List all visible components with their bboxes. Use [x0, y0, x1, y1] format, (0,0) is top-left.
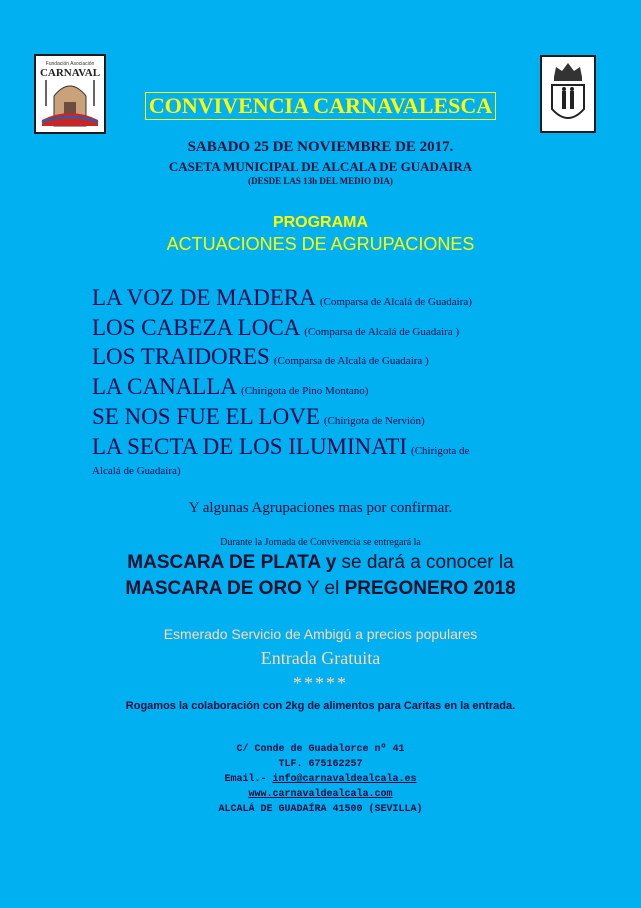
group-note: (Chirigota de Nervión) [323, 415, 425, 427]
ambigu-note: Esmerado Servicio de Ambigú a precios populares [163, 626, 478, 642]
contact-tlf: TLF. 675162257 [278, 759, 363, 770]
contact-email-line [0, 774, 641, 785]
contact-address: C/ Conde de Guadalorce nº 41 [236, 744, 405, 755]
mascara-line-2-mid: Y el [301, 578, 345, 599]
contact-web-link[interactable]: www.carnavaldealcala.com [248, 789, 393, 800]
event-title: CONVIVENCIA CARNAVALESCA [145, 92, 496, 120]
stars-divider: ***** [293, 673, 348, 693]
group-item [92, 434, 469, 460]
group-item [92, 374, 368, 400]
group-item [92, 404, 425, 430]
group-item [92, 315, 459, 341]
contact-email-label: Email.- [224, 774, 273, 785]
group-name: LA CANALLA [92, 374, 238, 399]
contact-city: ALCALÁ DE GUADAÍRA 41500 (SEVILLA) [218, 804, 423, 815]
mascara-line-1-rest: se dará a conocer la [336, 552, 514, 573]
event-date: SABADO 25 DE NOVIEMBRE DE 2017. [187, 139, 454, 155]
programa-heading: PROGRAMA [272, 214, 369, 231]
group-item [92, 285, 472, 311]
logo-line1: Fundación Asociación [45, 61, 95, 67]
mascara-line-1 [0, 552, 641, 574]
group-note-continued [92, 461, 181, 479]
group-note: Alcalá de Guadaira) [92, 465, 181, 477]
group-item [92, 344, 429, 370]
rogamos-note: Rogamos la colaboración con 2kg de alimentos para Caritas en la entrada. [125, 700, 516, 712]
pregonero: PREGONERO 2018 [344, 578, 516, 599]
group-name: LA VOZ DE MADERA [92, 285, 316, 310]
mascara-plata: MASCARA DE PLATA y [127, 552, 337, 573]
durante-note: Durante la Jornada de Convivencia se entregará la [220, 537, 421, 548]
group-note: (Comparsa de Alcalá de Guadaira ) [273, 355, 429, 367]
event-venue: CASETA MUNICIPAL DE ALCALA DE GUADAIRA [168, 159, 473, 174]
event-title-wrap [0, 92, 641, 120]
actuaciones-heading: ACTUACIONES DE AGRUPACIONES [166, 234, 475, 254]
group-name: LOS CABEZA LOCA [92, 315, 301, 340]
event-time-note: (DESDE LAS 13h DEL MEDIO DIA) [248, 176, 393, 186]
group-note: (Chirigota de [411, 445, 470, 457]
group-note: (Chirigota de Pino Montano) [241, 385, 369, 397]
entrada-gratuita: Entrada Gratuita [260, 648, 381, 668]
group-name: SE NOS FUE EL LOVE [92, 404, 320, 429]
mascara-oro: MASCARA DE ORO [125, 578, 302, 599]
logo-line2: CARNAVAL [39, 67, 101, 79]
group-name: LOS TRAIDORES [92, 344, 270, 369]
group-name: LA SECTA DE LOS ILUMINATI [92, 434, 408, 459]
group-note: (Comparsa de Alcalá de Guadaira) [319, 296, 472, 308]
group-note: (Comparsa de Alcalá de Guadaira ) [304, 326, 460, 338]
contact-web-line [0, 789, 641, 800]
contact-email-link[interactable]: info@carnavaldealcala.es [272, 774, 417, 785]
more-groups-note: Y algunas Agrupaciones mas por confirmar. [188, 500, 453, 516]
mascara-line-2 [0, 578, 641, 600]
